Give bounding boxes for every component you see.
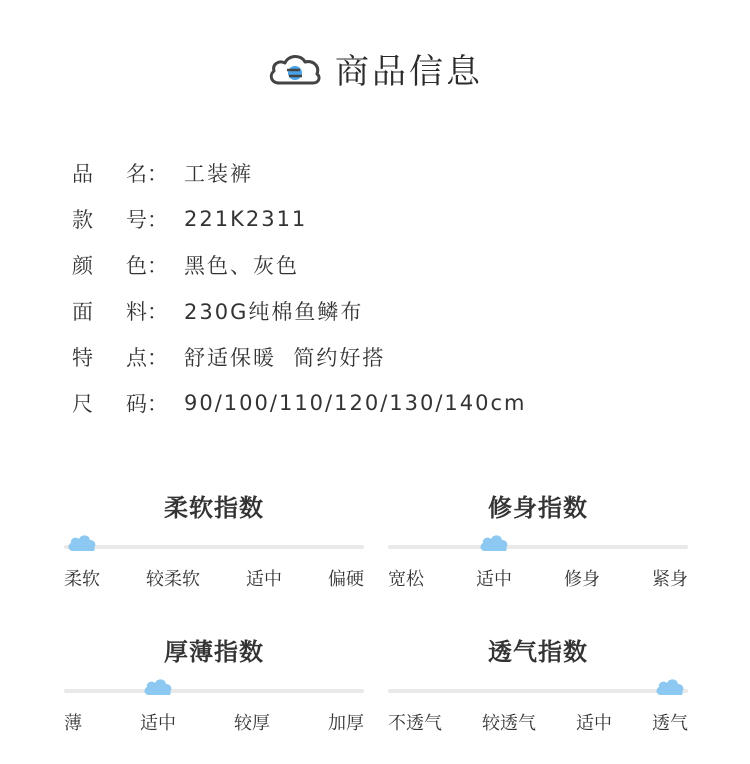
- info-value: 黑色、灰色: [184, 254, 299, 278]
- info-label: 款 号：: [72, 208, 168, 232]
- product-info: [72, 150, 527, 426]
- info-value: 230G纯棉鱼鳞布: [184, 300, 364, 324]
- scale-option: 较透气: [482, 713, 536, 734]
- page-header: [0, 44, 750, 93]
- scale-option: 较厚: [234, 713, 270, 734]
- scale-title: 透气指数: [488, 638, 588, 666]
- scale-option: 修身: [564, 569, 600, 590]
- scale-title: 厚薄指数: [164, 638, 264, 666]
- scale-option: 适中: [476, 569, 512, 590]
- scale-option: 适中: [576, 713, 612, 734]
- scale-options: [388, 709, 688, 735]
- scale-option: 透气: [652, 713, 688, 734]
- cloud-marker-icon: [479, 533, 509, 553]
- info-label: 品 名：: [72, 162, 168, 186]
- fit-scale: [388, 488, 688, 591]
- thickness-scale: [64, 632, 364, 735]
- info-value: 舒适保暖 简约好搭: [184, 346, 386, 370]
- cloud-icon: [267, 49, 323, 89]
- info-row-color: [72, 242, 527, 288]
- cloud-marker-icon: [655, 677, 685, 697]
- info-row-size: [72, 380, 527, 426]
- info-row-style-number: [72, 196, 527, 242]
- scale-option: 较柔软: [146, 569, 200, 590]
- info-label: 颜 色：: [72, 254, 168, 278]
- scale-option: 加厚: [328, 713, 364, 734]
- info-value: 90/100/110/120/130/140cm: [184, 391, 527, 415]
- info-label: 尺 码：: [72, 392, 168, 416]
- scale-option: 偏硬: [328, 569, 364, 590]
- page-title: 商品信息: [335, 52, 483, 92]
- scale-options: [64, 709, 364, 735]
- info-row-features: [72, 334, 527, 380]
- scale-option: 适中: [140, 713, 176, 734]
- scale-option: 柔软: [64, 569, 100, 590]
- breathability-scale: [388, 632, 688, 735]
- scale-title: 柔软指数: [164, 494, 264, 522]
- scale-option: 适中: [246, 569, 282, 590]
- info-row-fabric: [72, 288, 527, 334]
- scale-track: [64, 689, 364, 693]
- cloud-marker-icon: [67, 533, 97, 553]
- scale-options: [388, 565, 688, 591]
- scale-track: [64, 545, 364, 549]
- info-value: 221K2311: [184, 207, 308, 231]
- scale-track: [388, 545, 688, 549]
- softness-scale: [64, 488, 364, 591]
- info-label: 特 点：: [72, 346, 168, 370]
- scale-track: [388, 689, 688, 693]
- scale-option: 紧身: [652, 569, 688, 590]
- scale-option: 不透气: [388, 713, 442, 734]
- info-row-name: [72, 150, 527, 196]
- cloud-marker-icon: [143, 677, 173, 697]
- info-value: 工装裤: [184, 162, 253, 186]
- scale-option: 宽松: [388, 569, 424, 590]
- info-label: 面 料：: [72, 300, 168, 324]
- scale-option: 薄: [64, 713, 82, 734]
- scale-options: [64, 565, 364, 591]
- scale-title: 修身指数: [488, 494, 588, 522]
